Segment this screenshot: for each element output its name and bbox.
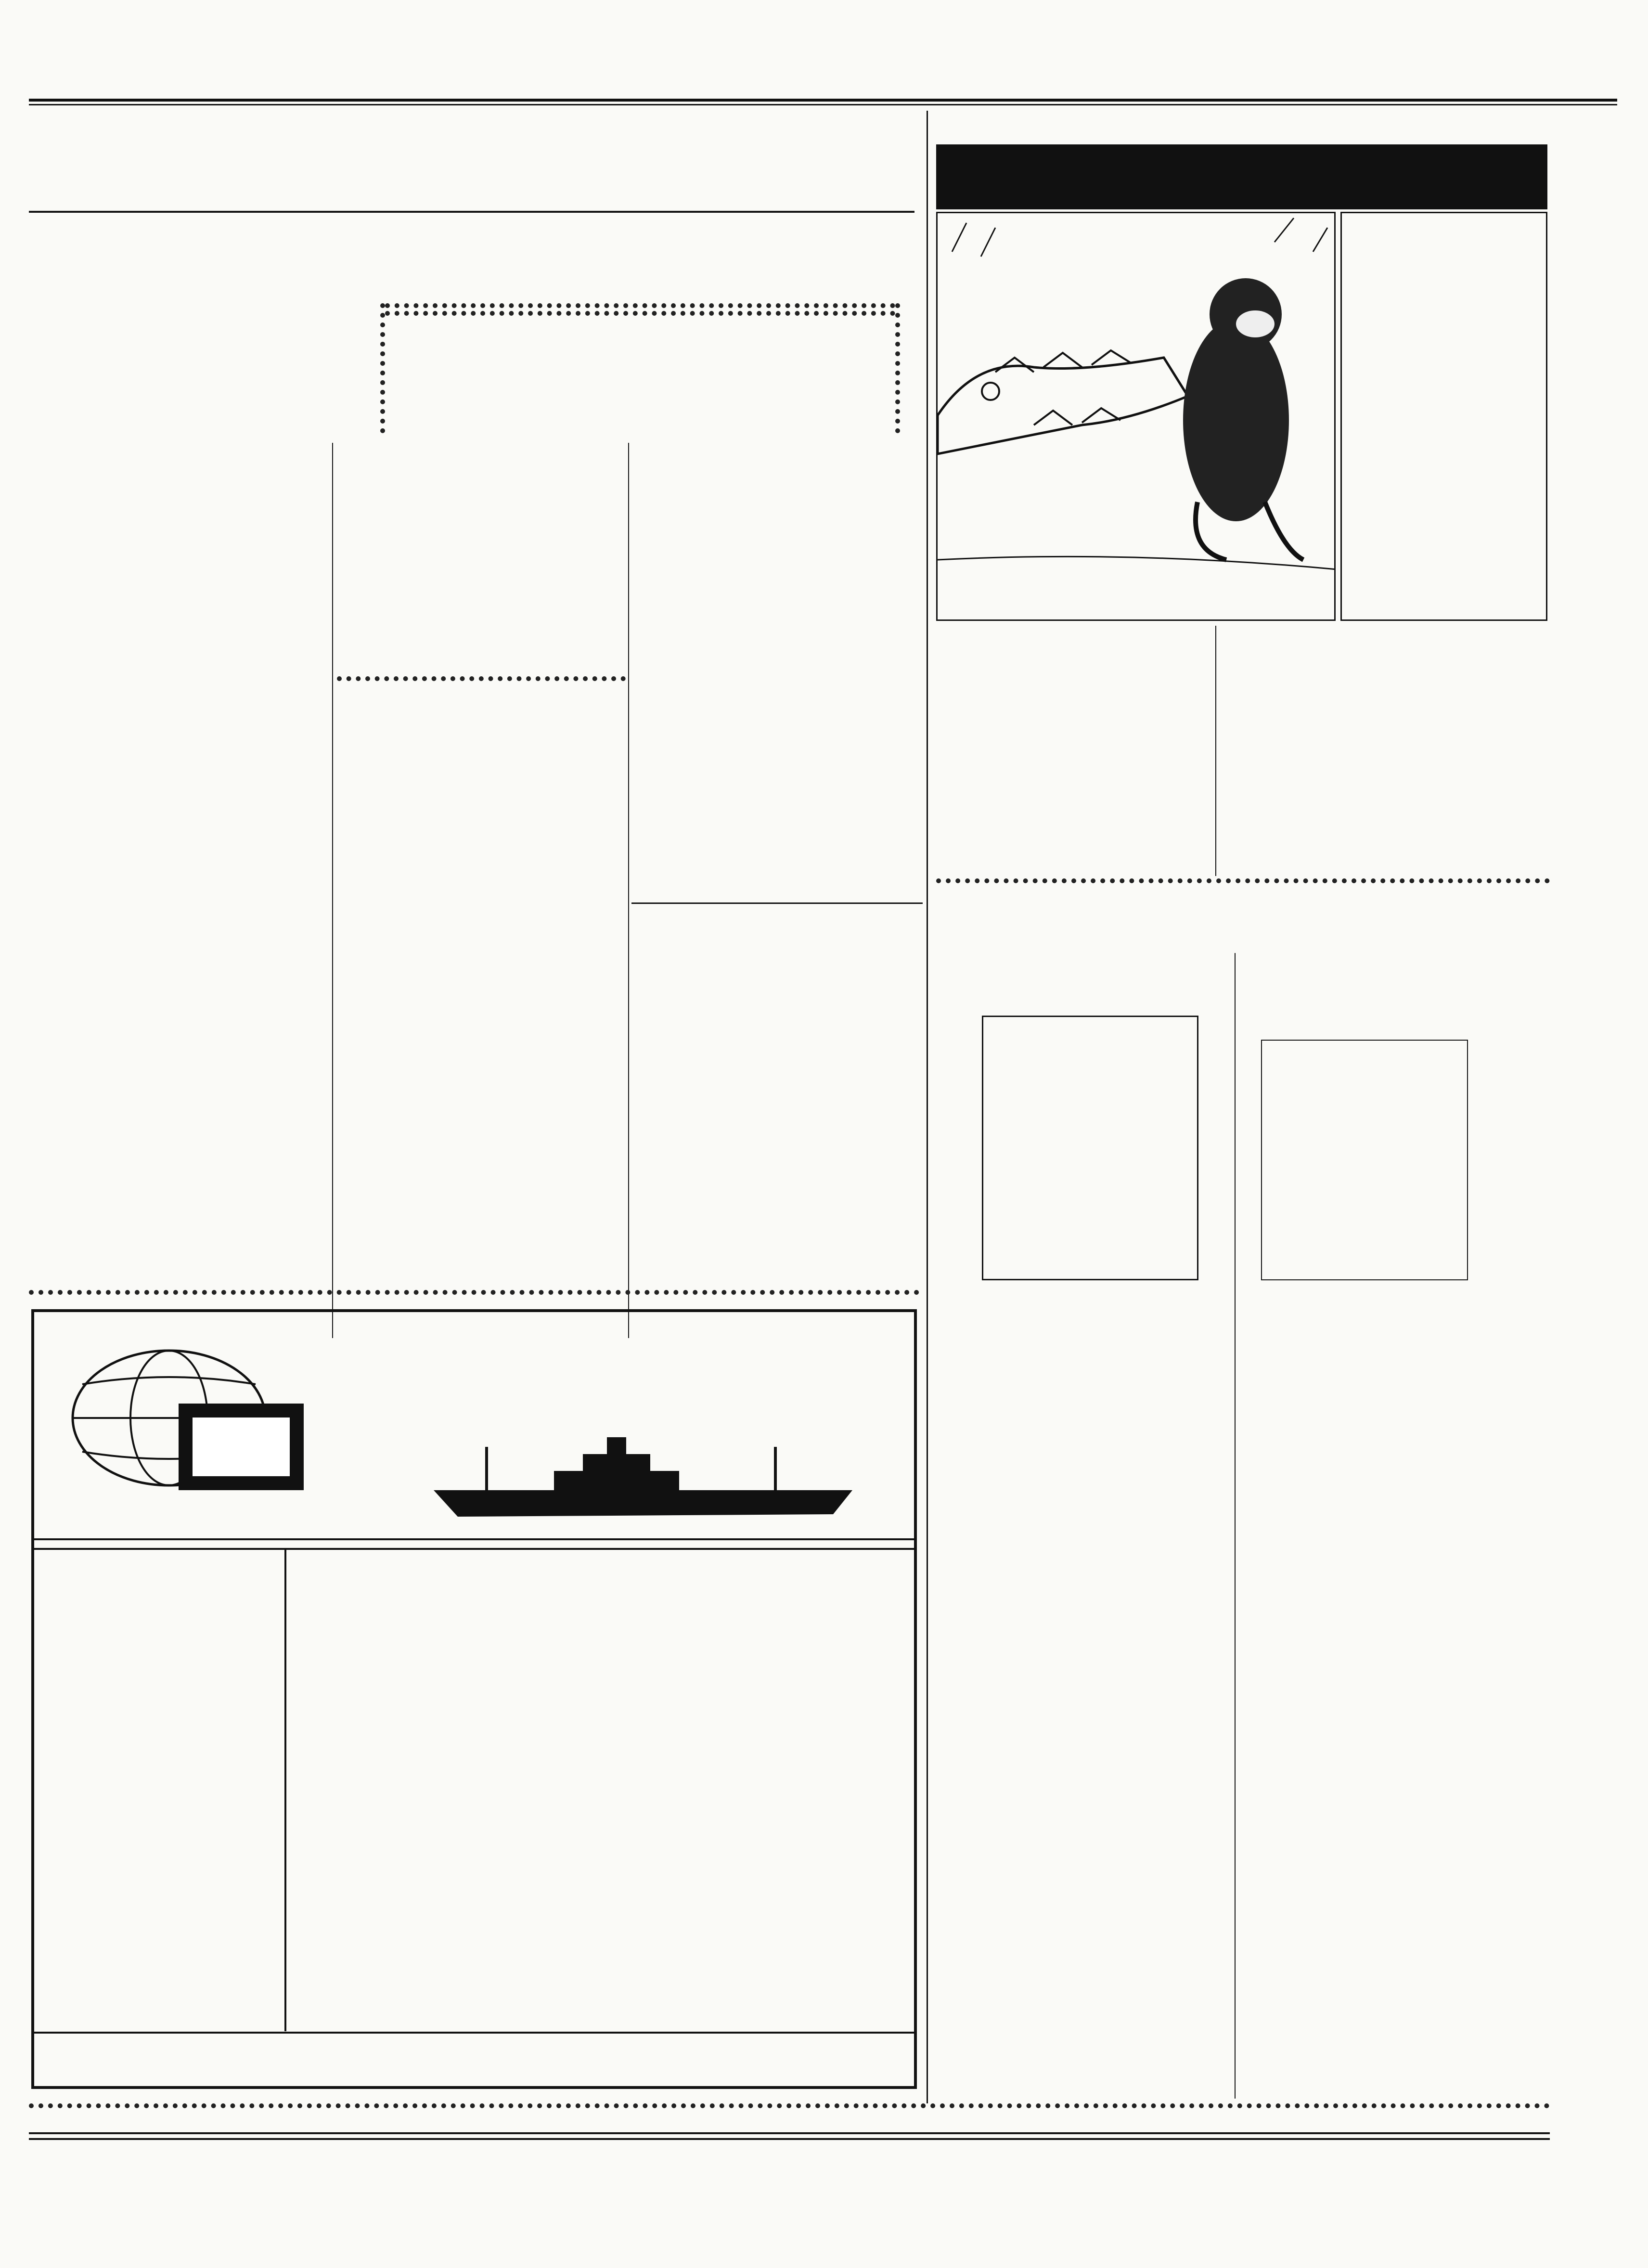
- crossword-grid-right[interactable]: [1261, 1040, 1468, 1280]
- cartoon: [936, 212, 1336, 621]
- right-grid-row-numbers: [1235, 1040, 1259, 1280]
- routes-table: [34, 1572, 914, 2034]
- header-rule: [29, 99, 1617, 102]
- sg-flag: [179, 1404, 304, 1490]
- nomes-sidebar: [1340, 212, 1547, 621]
- magazine-banner: [936, 144, 1547, 209]
- condensation-box: [380, 303, 900, 433]
- cartoon-crocodile-monkey-image: [938, 213, 1336, 589]
- left-grid-row-numbers: [947, 1016, 981, 1280]
- right-grid-col-numbers: [1256, 1020, 1473, 1040]
- left-grid-col-numbers: [982, 996, 1198, 1016]
- story-column-2: [337, 443, 626, 674]
- sociedade-geral-ad: [31, 1309, 917, 2089]
- antologia-banner: [31, 123, 805, 207]
- que-fazer: [1223, 626, 1550, 645]
- crossword-grid-left[interactable]: [982, 1016, 1198, 1280]
- left-clues: [936, 1285, 1230, 2099]
- sg-flag-text: [191, 1416, 292, 1478]
- header-rule-thin: [29, 104, 1617, 105]
- story-title: [356, 212, 924, 294]
- story-column-1: [34, 217, 351, 1319]
- story-column-3: [631, 443, 923, 905]
- ship-icon: [429, 1432, 872, 1529]
- right-clues: [1242, 1285, 1550, 2099]
